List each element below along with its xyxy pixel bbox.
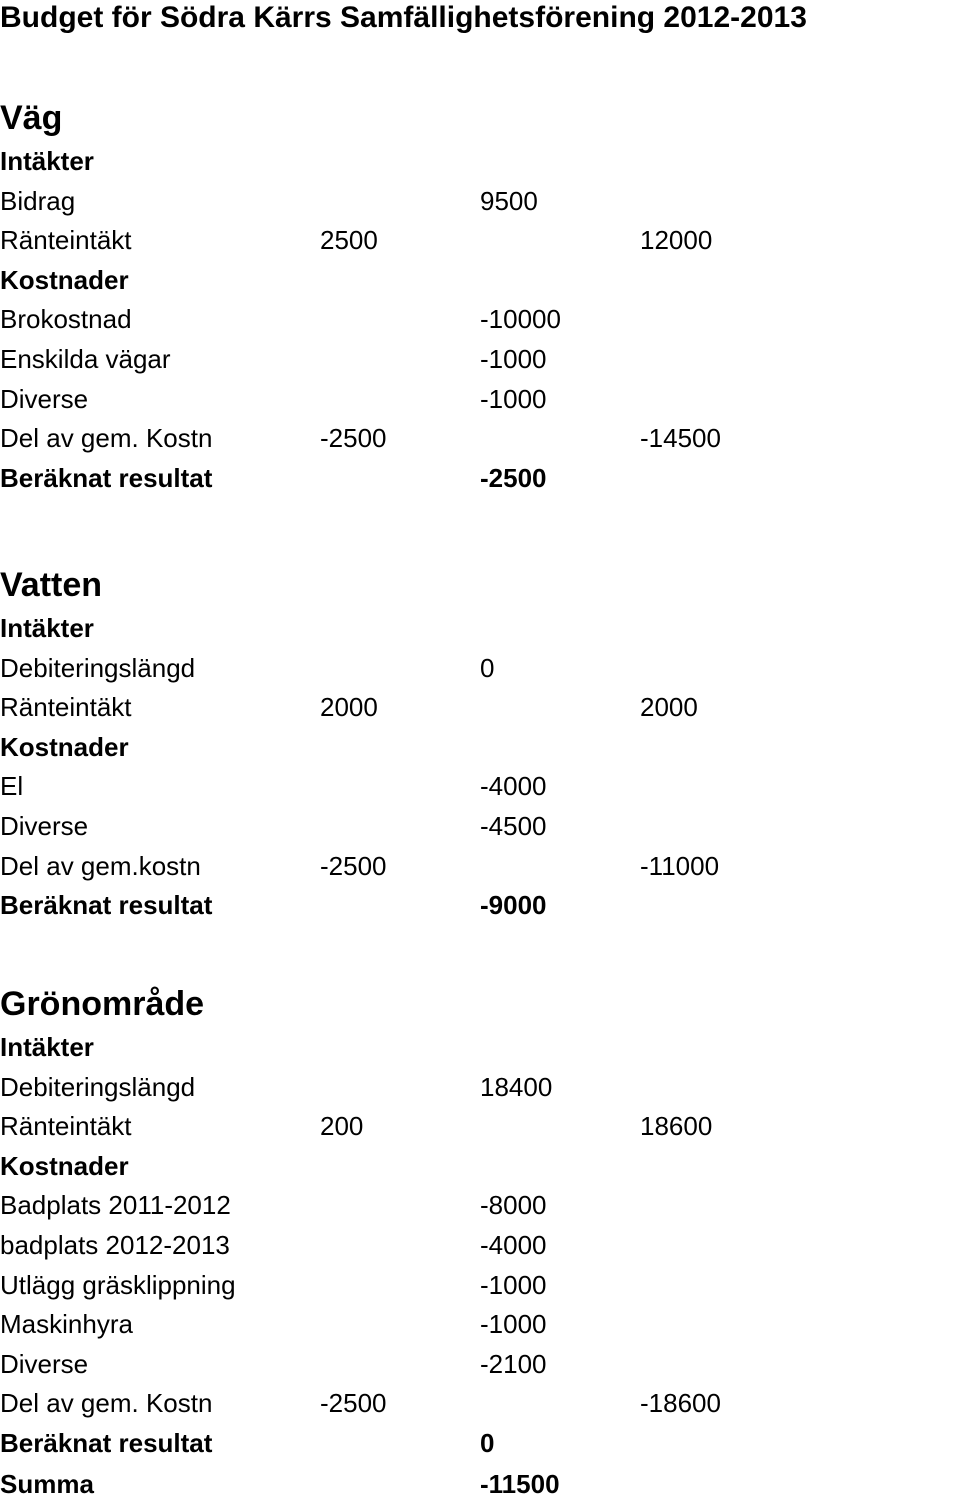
budget-subheading-row — [0, 1147, 960, 1187]
row-label: Del av gem. Kostn — [0, 423, 213, 454]
row-value-col2: 0 — [480, 652, 495, 683]
row-label: Kostnader — [0, 264, 129, 295]
section-heading: Väg — [0, 99, 63, 137]
row-label: El — [0, 771, 24, 802]
row-value-col1: 2500 — [320, 225, 378, 256]
row-label: Kostnader — [0, 1150, 129, 1181]
row-value-col2: -2100 — [480, 1348, 547, 1379]
document-title: Budget för Södra Kärrs Samfällighetsförening 2012-2013 — [0, 1, 807, 34]
row-value-col1: -2500 — [320, 423, 387, 454]
row-value-col2: -2500 — [480, 462, 547, 493]
row-value-col2: 0 — [480, 1427, 495, 1458]
row-label: Ränteintäkt — [0, 1111, 132, 1142]
budget-subheading-row — [0, 886, 960, 926]
row-value-col3: 12000 — [640, 225, 713, 256]
budget-row — [0, 1305, 960, 1345]
row-label: Beräknat resultat — [0, 1427, 213, 1458]
budget-subheading-row — [0, 609, 960, 649]
row-value-col2: 9500 — [480, 185, 538, 216]
budget-row — [0, 1226, 960, 1266]
row-label: Intäkter — [0, 613, 94, 643]
row-value-col1: 2000 — [320, 692, 378, 723]
budget-row — [0, 1068, 960, 1108]
row-label: Diverse — [0, 1348, 89, 1379]
row-value-col2: -4000 — [480, 771, 547, 802]
row-value-col2: -1000 — [480, 1269, 547, 1300]
row-value-col2: -4000 — [480, 1229, 547, 1260]
summary-row — [0, 1465, 960, 1505]
row-label: Beräknat resultat — [0, 890, 213, 921]
row-label: badplats 2012-2013 — [0, 1229, 230, 1260]
row-value-col2: -1000 — [480, 383, 547, 414]
budget-row — [0, 1266, 960, 1306]
row-label: Diverse — [0, 810, 89, 841]
section-vatten — [0, 561, 960, 926]
row-label: Ränteintäkt — [0, 692, 132, 723]
row-value-col1: 200 — [320, 1111, 364, 1142]
row-label: Del av gem. Kostn — [0, 1388, 213, 1419]
budget-row — [0, 767, 960, 807]
budget-subheading-row — [0, 261, 960, 301]
budget-subheading-row — [0, 728, 960, 768]
row-label: Enskilda vägar — [0, 343, 171, 374]
budget-row — [0, 419, 960, 459]
row-value-col3: -14500 — [640, 423, 721, 454]
row-value-col2: -1000 — [480, 343, 547, 374]
budget-row — [0, 300, 960, 340]
budget-subheading-row — [0, 142, 960, 182]
section-gronomrade — [0, 980, 960, 1464]
budget-row — [0, 847, 960, 887]
row-value-col1: -2500 — [320, 850, 387, 881]
row-value-col2: -9000 — [480, 890, 547, 921]
row-value-col2: -1000 — [480, 1309, 547, 1340]
row-label: Kostnader — [0, 731, 129, 762]
row-value-col1: -2500 — [320, 1388, 387, 1419]
row-label: Debiteringslängd — [0, 652, 196, 683]
row-label: Debiteringslängd — [0, 1071, 196, 1102]
budget-row — [0, 1345, 960, 1385]
budget-row — [0, 807, 960, 847]
row-label: Maskinhyra — [0, 1309, 133, 1340]
budget-row — [0, 182, 960, 222]
budget-subheading-row — [0, 459, 960, 499]
budget-row — [0, 688, 960, 728]
budget-row — [0, 221, 960, 261]
row-value-col2: -10000 — [480, 304, 561, 335]
section-heading: Vatten — [0, 566, 103, 604]
row-value-col2: -4500 — [480, 810, 547, 841]
summary-value: -11500 — [480, 1469, 560, 1499]
budget-row — [0, 340, 960, 380]
budget-subheading-row — [0, 1028, 960, 1068]
row-label: Del av gem.kostn — [0, 850, 201, 881]
row-value-col2: 18400 — [480, 1071, 553, 1102]
budget-row — [0, 1186, 960, 1226]
row-value-col3: 18600 — [640, 1111, 713, 1142]
summary-label: Summa — [0, 1469, 94, 1499]
row-value-col3: 2000 — [640, 692, 698, 723]
row-label: Diverse — [0, 383, 89, 414]
row-label: Beräknat resultat — [0, 462, 213, 493]
row-label: Ränteintäkt — [0, 225, 132, 256]
budget-row — [0, 1107, 960, 1147]
row-label: Brokostnad — [0, 304, 132, 335]
row-value-col3: -11000 — [640, 850, 720, 881]
section-vag — [0, 94, 960, 498]
budget-subheading-row — [0, 1424, 960, 1464]
budget-row — [0, 380, 960, 420]
section-heading: Grönområde — [0, 985, 205, 1023]
row-label: Badplats 2011-2012 — [0, 1190, 231, 1221]
row-value-col2: -8000 — [480, 1190, 547, 1221]
row-label: Bidrag — [0, 185, 76, 216]
row-label: Utlägg gräsklippning — [0, 1269, 236, 1300]
row-value-col3: -18600 — [640, 1388, 721, 1419]
row-label: Intäkter — [0, 146, 94, 176]
budget-row — [0, 649, 960, 689]
budget-row — [0, 1384, 960, 1424]
row-label: Intäkter — [0, 1032, 94, 1062]
